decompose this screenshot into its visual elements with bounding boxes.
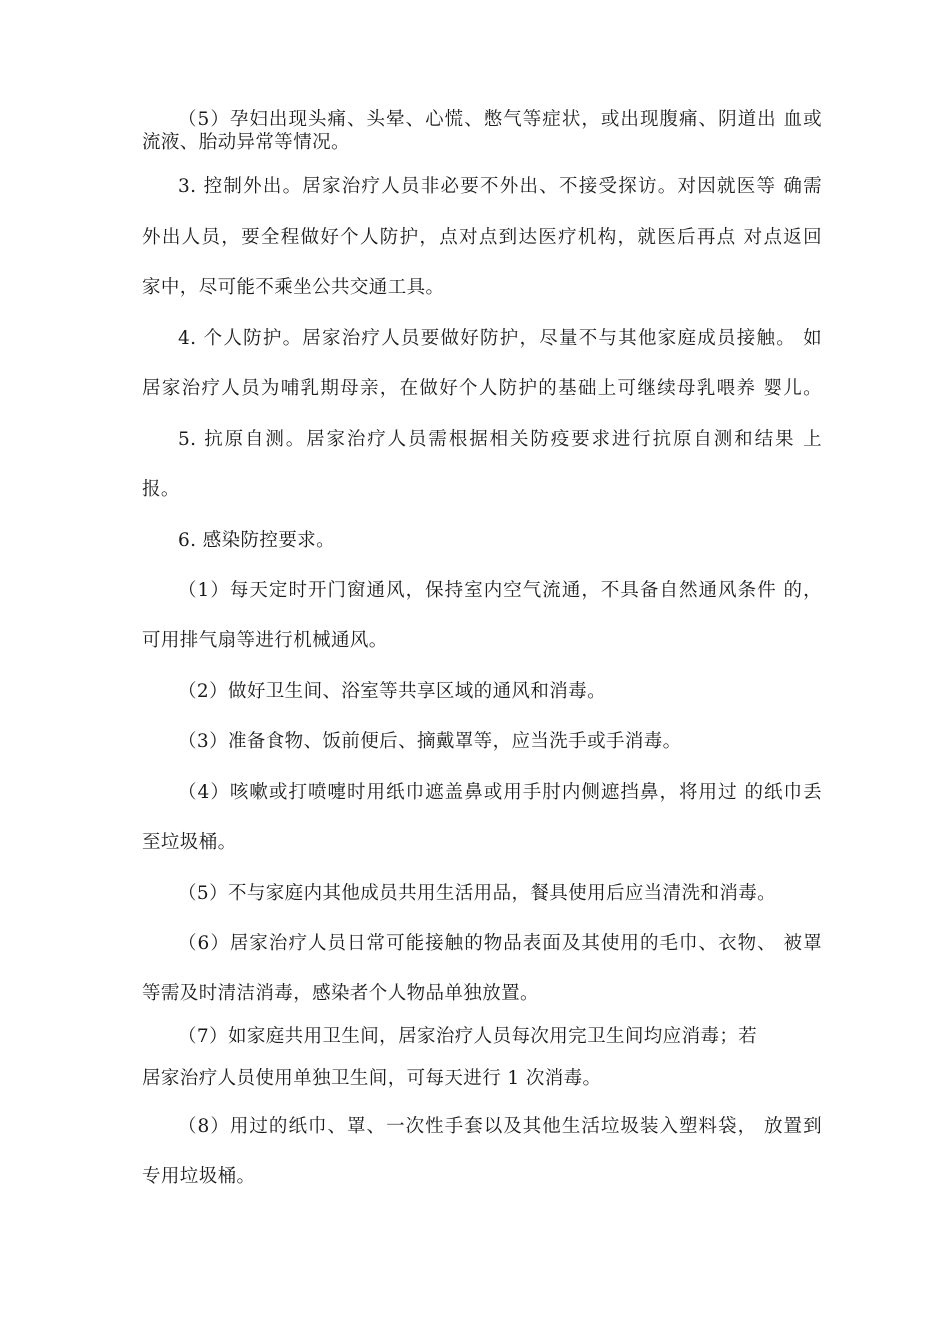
- text-line: （5）不与家庭内其他成员共用生活用品，餐具使用后应当清洗和消毒。: [178, 883, 777, 904]
- text-line: （6）居家治疗人员日常可能接触的物品表面及其使用的毛巾、衣物、 被罩: [178, 933, 822, 954]
- text-line: 外出人员，要全程做好个人防护，点对点到达医疗机构，就医后再点 对点返回: [142, 227, 822, 248]
- text-line: 流液、胎动异常等情况。: [142, 132, 350, 153]
- text-line: 5. 抗原自测。居家治疗人员需根据相关防疫要求进行抗原自测和结果 上: [178, 429, 822, 450]
- text-line: （5）孕妇出现头痛、头晕、心慌、憋气等症状，或出现腹痛、阴道出 血或: [178, 109, 822, 130]
- text-line: 至垃圾桶。: [142, 832, 237, 853]
- text-line: 家中，尽可能不乘坐公共交通工具。: [142, 277, 445, 298]
- text-line: （4）咳嗽或打喷嚏时用纸巾遮盖鼻或用手肘内侧遮挡鼻，将用过 的纸巾丢: [178, 782, 822, 803]
- text-line: 居家治疗人员为哺乳期母亲，在做好个人防护的基础上可继续母乳喂养 婴儿。: [142, 378, 822, 399]
- text-line: （8）用过的纸巾、罩、一次性手套以及其他生活垃圾装入塑料袋， 放置到: [178, 1116, 822, 1137]
- text-line: 报。: [142, 479, 180, 500]
- text-line: 3. 控制外出。居家治疗人员非必要不外出、不接受探访。对因就医等 确需: [178, 176, 822, 197]
- text-line: 等需及时清洁消毒，感染者个人物品单独放置。: [142, 983, 539, 1004]
- text-line: （7）如家庭共用卫生间，居家治疗人员每次用完卫生间均应消毒；若: [178, 1026, 758, 1047]
- text-line: 可用排气扇等进行机械通风。: [142, 630, 388, 651]
- section-heading: 6. 感染防控要求。: [178, 530, 336, 551]
- text-line: 4. 个人防护。居家治疗人员要做好防护，尽量不与其他家庭成员接触。 如: [178, 328, 822, 349]
- text-line: （2）做好卫生间、浴室等共享区域的通风和消毒。: [178, 681, 606, 702]
- text-line: （3）准备食物、饭前便后、摘戴罩等，应当洗手或手消毒。: [178, 731, 682, 752]
- text-line: 专用垃圾桶。: [142, 1166, 256, 1187]
- text-line: （1）每天定时开门窗通风，保持室内空气流通，不具备自然通风条件 的，: [178, 580, 822, 601]
- text-line: 居家治疗人员使用单独卫生间，可每天进行 1 次消毒。: [142, 1068, 602, 1089]
